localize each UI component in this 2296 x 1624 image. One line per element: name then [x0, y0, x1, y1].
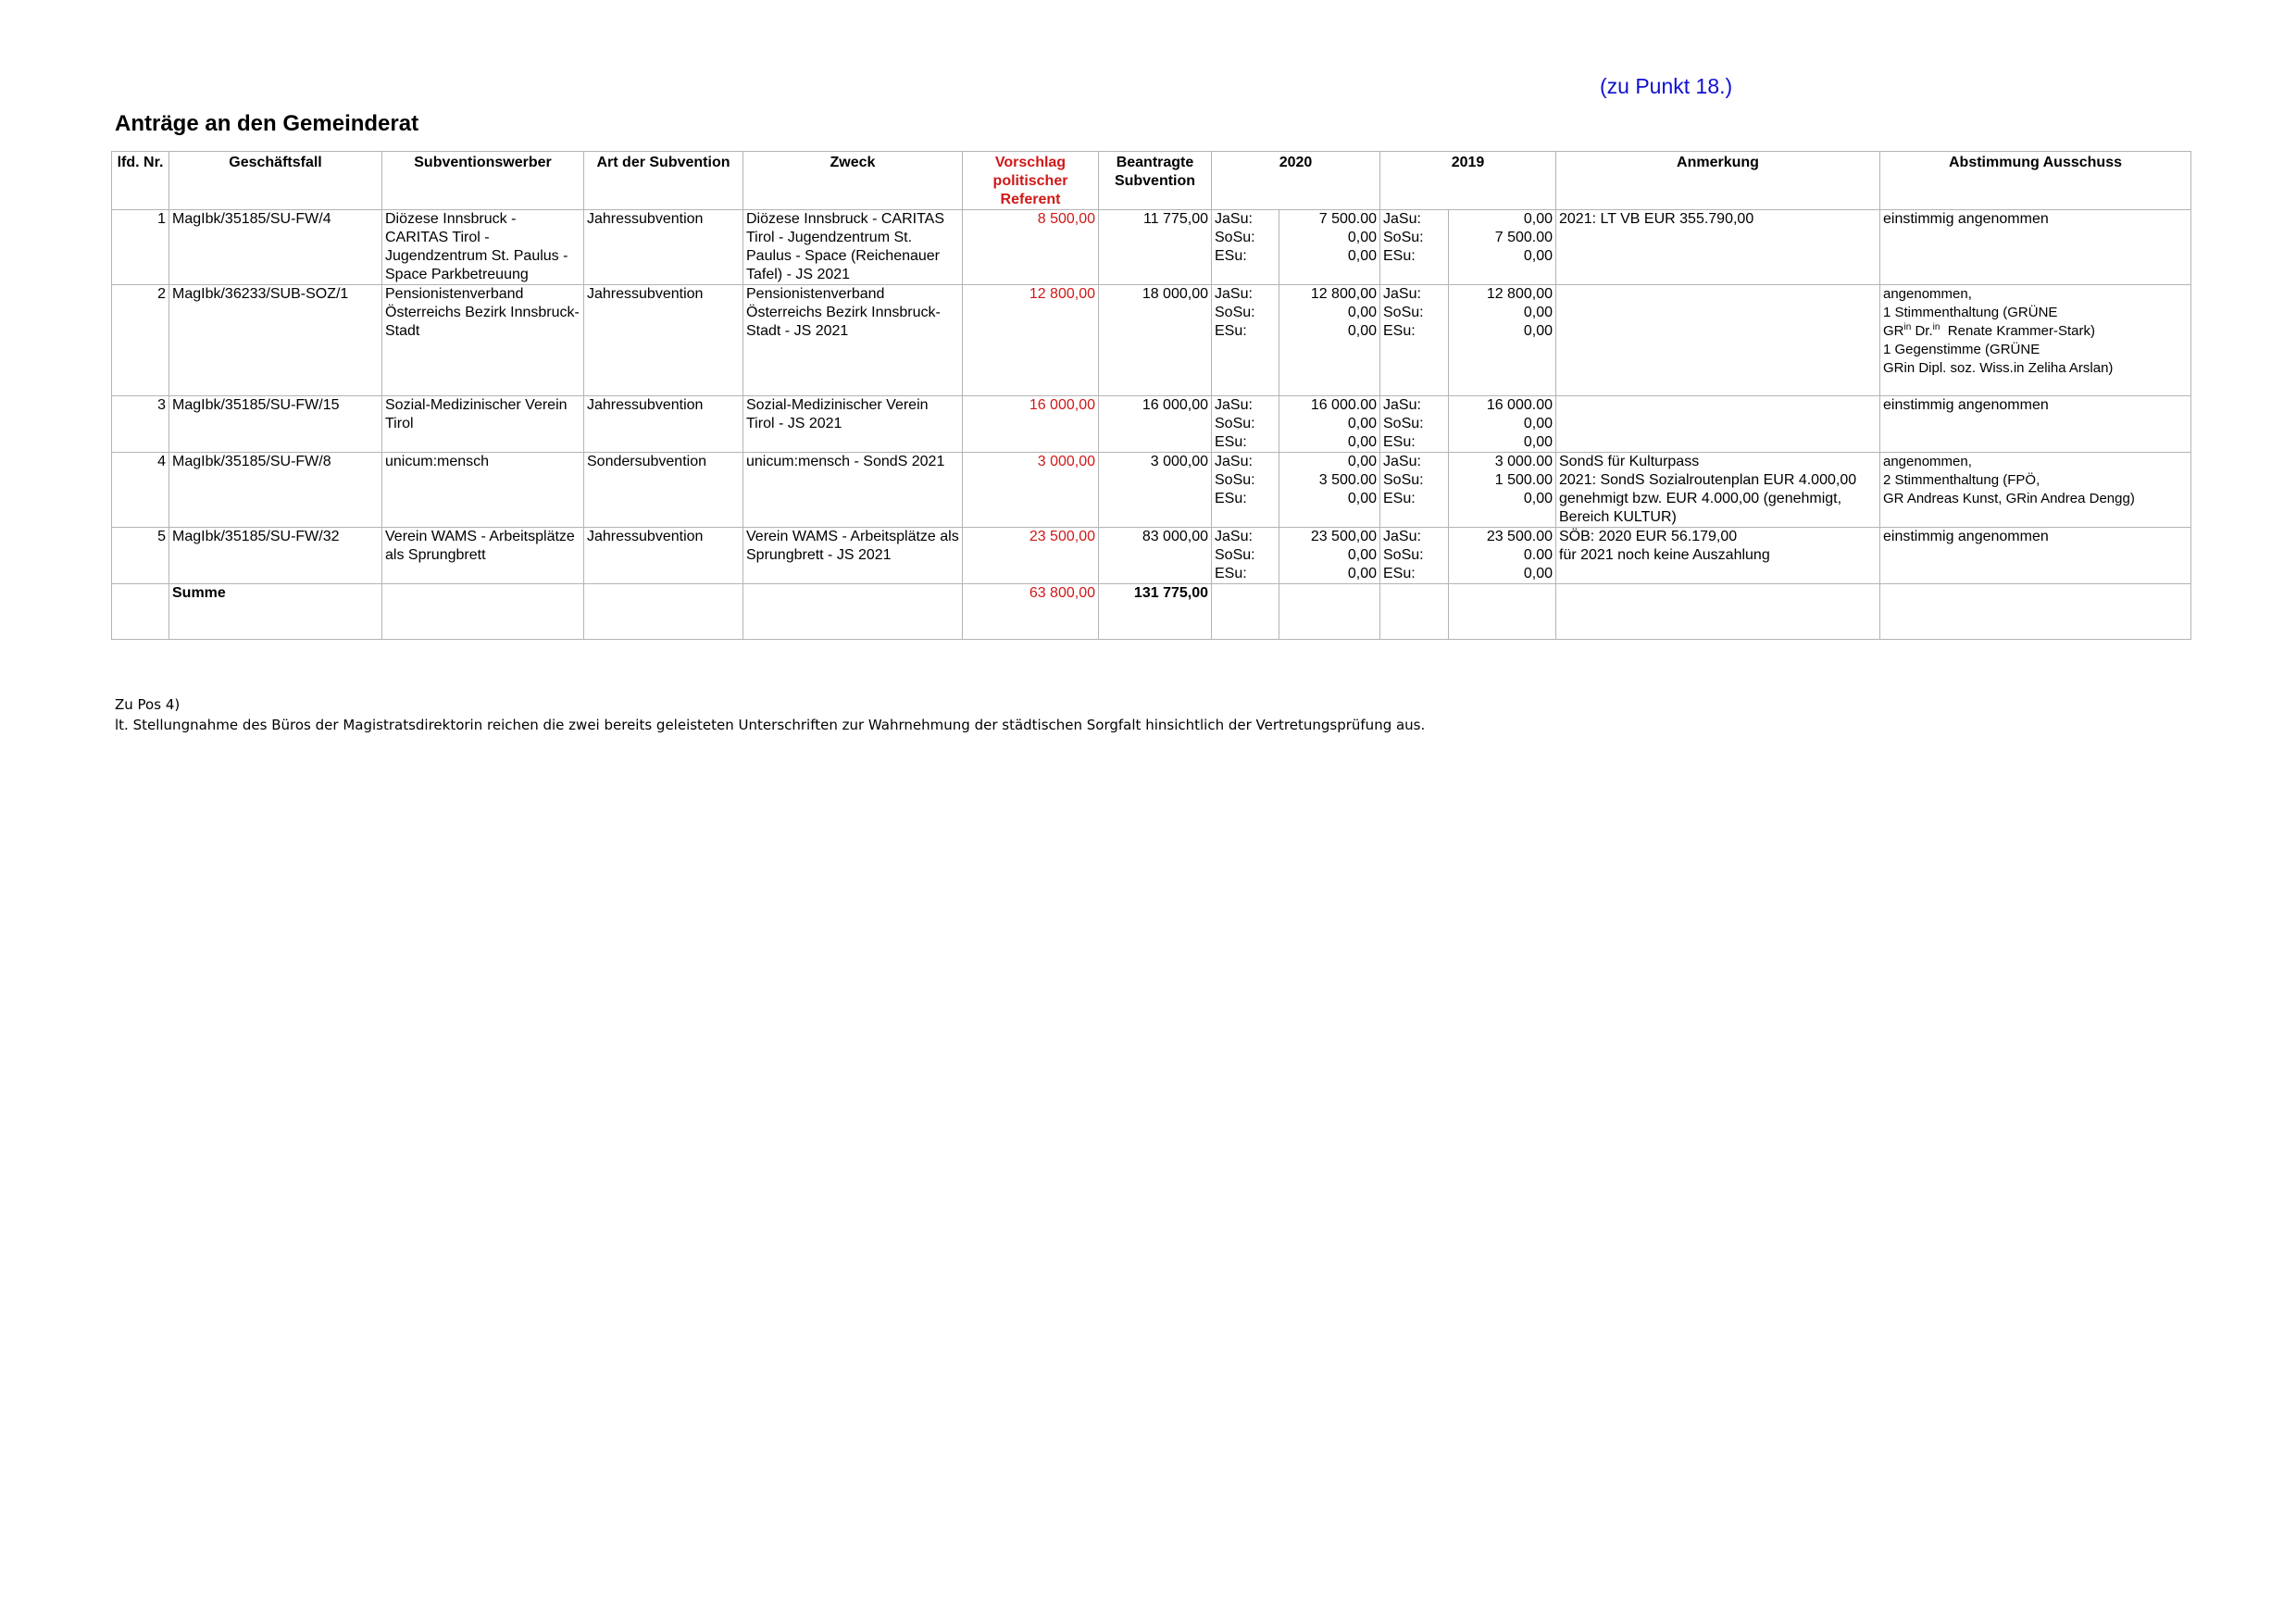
vote-line: GRin Dipl. soz. Wiss.in Zeliha Arslan) [1883, 360, 2114, 376]
committee-vote [1880, 285, 2191, 396]
sosu-label: SoSu: [1383, 305, 1424, 320]
sosu-2020: 0,00 [1347, 547, 1377, 563]
applicant: Verein WAMS - Arbeitsplätze als Sprungbrett [382, 528, 584, 584]
vote-line: 1 Gegenstimme (GRÜNE [1883, 342, 2040, 357]
vote-line: 2 Stimmenthaltung (FPÖ, [1883, 472, 2040, 488]
vote-line [1883, 322, 2188, 341]
applicant: unicum:mensch [382, 453, 584, 528]
sosu-label: SoSu: [1383, 230, 1424, 245]
requested-amount: 16 000,00 [1099, 396, 1212, 453]
purpose: unicum:mensch - SondS 2021 [743, 453, 963, 528]
sosu-label: SoSu: [1215, 416, 1255, 431]
page-title: Anträge an den Gemeinderat [115, 111, 419, 136]
proposal-amount: 16 000,00 [963, 396, 1099, 453]
sosu-label: SoSu: [1383, 416, 1424, 431]
subsidy-type: Jahressubvention [584, 396, 743, 453]
values-2019 [1449, 285, 1556, 396]
sum-requested: 131 775,00 [1099, 584, 1212, 640]
labels-2019 [1380, 453, 1449, 528]
jasu-2019: 16 000.00 [1486, 397, 1553, 413]
sosu-2020: 3 500.00 [1318, 472, 1377, 488]
sum-empty [743, 584, 963, 640]
jasu-label: JaSu: [1383, 397, 1421, 413]
values-2019 [1449, 396, 1556, 453]
jasu-2019: 12 800,00 [1486, 286, 1553, 302]
esu-2020: 0,00 [1347, 566, 1377, 581]
col-header-subventionswerber: Subventionswerber [382, 152, 584, 210]
esu-label: ESu: [1215, 434, 1247, 450]
esu-2020: 0,00 [1347, 434, 1377, 450]
sosu-2019: 7 500.00 [1494, 230, 1553, 245]
jasu-2019: 23 500.00 [1486, 529, 1553, 544]
values-2019 [1449, 453, 1556, 528]
esu-2020: 0,00 [1347, 323, 1377, 339]
row-number: 5 [112, 528, 169, 584]
jasu-2020: 0,00 [1347, 454, 1377, 469]
esu-label: ESu: [1383, 566, 1416, 581]
sosu-2020: 0,00 [1347, 416, 1377, 431]
jasu-2019: 0,00 [1523, 211, 1553, 227]
applicant: Sozial-Medizinischer Verein Tirol [382, 396, 584, 453]
requested-amount: 11 775,00 [1099, 210, 1212, 285]
proposal-amount: 8 500,00 [963, 210, 1099, 285]
col-header-vorschlag: Vorschlag politischer Referent [963, 152, 1099, 210]
labels-2020 [1212, 453, 1279, 528]
case-number: MagIbk/35185/SU-FW/15 [169, 396, 382, 453]
purpose: Diözese Innsbruck - CARITAS Tirol - Jugendzentrum St. Paulus - Space (Reichenauer Tafel) - JS 2021 [743, 210, 963, 285]
vote-line: einstimmig angenommen [1883, 529, 2049, 544]
jasu-label: JaSu: [1215, 211, 1253, 227]
col-header-2019: 2019 [1380, 152, 1556, 210]
esu-2019: 0,00 [1523, 248, 1553, 264]
applicant: Diözese Innsbruck - CARITAS Tirol - Jugendzentrum St. Paulus - Space Parkbetreuung [382, 210, 584, 285]
esu-label: ESu: [1383, 323, 1416, 339]
sum-empty [584, 584, 743, 640]
case-number: MagIbk/36233/SUB-SOZ/1 [169, 285, 382, 396]
labels-2019 [1380, 210, 1449, 285]
purpose: Sozial-Medizinischer Verein Tirol - JS 2021 [743, 396, 963, 453]
table-row [112, 528, 2191, 584]
jasu-label: JaSu: [1383, 286, 1421, 302]
case-number: MagIbk/35185/SU-FW/8 [169, 453, 382, 528]
subsidy-type: Jahressubvention [584, 285, 743, 396]
values-2019 [1449, 528, 1556, 584]
jasu-2020: 12 800,00 [1310, 286, 1377, 302]
requested-amount: 3 000,00 [1099, 453, 1212, 528]
subsidy-type: Jahressubvention [584, 528, 743, 584]
footnote-text: lt. Stellungnahme des Büros der Magistratsdirektorin reichen die zwei bereits geleisteten Unterschriften zur Wahrnehmung der städtischen Sorgfalt hinsichtlich der Vertretungsprüfung aus. [115, 717, 1426, 733]
title-dr-suffix: in [1932, 322, 1940, 332]
sum-empty [382, 584, 584, 640]
remark [1556, 528, 1880, 584]
esu-2019: 0,00 [1523, 491, 1553, 506]
values-2020 [1279, 396, 1380, 453]
sum-empty [1212, 584, 1279, 640]
esu-label: ESu: [1215, 491, 1247, 506]
sosu-2020: 0,00 [1347, 305, 1377, 320]
remark-line: genehmigt bzw. EUR 4.000,00 (genehmigt, [1559, 491, 1842, 506]
col-header-2020: 2020 [1212, 152, 1380, 210]
labels-2019 [1380, 528, 1449, 584]
row-number: 4 [112, 453, 169, 528]
table-row [112, 285, 2191, 396]
committee-vote [1880, 396, 2191, 453]
col-header-art: Art der Subvention [584, 152, 743, 210]
sosu-label: SoSu: [1383, 547, 1424, 563]
footnote-title: Zu Pos 4) [115, 696, 181, 713]
esu-2020: 0,00 [1347, 248, 1377, 264]
col-header-anmerkung: Anmerkung [1556, 152, 1880, 210]
labels-2019 [1380, 285, 1449, 396]
remark [1556, 210, 1880, 285]
requested-amount: 83 000,00 [1099, 528, 1212, 584]
remark-line: 2021: SondS Sozialroutenplan EUR 4.000,00 [1559, 472, 1857, 488]
committee-vote [1880, 210, 2191, 285]
subsidy-type: Jahressubvention [584, 210, 743, 285]
remark-line: SondS für Kulturpass [1559, 454, 1700, 469]
remark [1556, 285, 1880, 396]
applicant: Pensionistenverband Österreichs Bezirk Innsbruck-Stadt [382, 285, 584, 396]
sum-empty [1556, 584, 1880, 640]
vote-line: angenommen, [1883, 454, 1972, 469]
sum-empty [112, 584, 169, 640]
jasu-label: JaSu: [1383, 211, 1421, 227]
sum-label: Summe [169, 584, 382, 640]
values-2019 [1449, 210, 1556, 285]
labels-2020 [1212, 210, 1279, 285]
requested-amount: 18 000,00 [1099, 285, 1212, 396]
sosu-2019: 0.00 [1523, 547, 1553, 563]
esu-label: ESu: [1383, 491, 1416, 506]
vote-line: einstimmig angenommen [1883, 397, 2049, 413]
esu-label: ESu: [1383, 434, 1416, 450]
jasu-label: JaSu: [1383, 454, 1421, 469]
col-header-zweck: Zweck [743, 152, 963, 210]
table-row [112, 396, 2191, 453]
header-row [112, 152, 2191, 210]
jasu-2020: 7 500.00 [1318, 211, 1377, 227]
table-row [112, 453, 2191, 528]
jasu-2020: 23 500,00 [1310, 529, 1377, 544]
remark [1556, 396, 1880, 453]
jasu-label: JaSu: [1215, 529, 1253, 544]
committee-vote [1880, 528, 2191, 584]
remark [1556, 453, 1880, 528]
vote-line: 1 Stimmenthaltung (GRÜNE [1883, 305, 2058, 320]
remark-line: 2021: LT VB EUR 355.790,00 [1559, 211, 1754, 227]
values-2020 [1279, 453, 1380, 528]
jasu-2019: 3 000.00 [1494, 454, 1553, 469]
sosu-label: SoSu: [1215, 547, 1255, 563]
vote-line: einstimmig angenommen [1883, 211, 2049, 227]
row-number: 2 [112, 285, 169, 396]
values-2020 [1279, 528, 1380, 584]
labels-2019 [1380, 396, 1449, 453]
row-number: 3 [112, 396, 169, 453]
col-header-lfd-nr: lfd. Nr. [112, 152, 169, 210]
proposal-amount: 12 800,00 [963, 285, 1099, 396]
proposal-amount: 3 000,00 [963, 453, 1099, 528]
sum-empty [1380, 584, 1449, 640]
remark-line: Bereich KULTUR) [1559, 509, 1677, 525]
esu-2019: 0,00 [1523, 434, 1553, 450]
remark-line: für 2021 noch keine Auszahlung [1559, 547, 1770, 563]
sum-empty [1880, 584, 2191, 640]
sum-proposal: 63 800,00 [963, 584, 1099, 640]
sosu-label: SoSu: [1383, 472, 1424, 488]
values-2020 [1279, 285, 1380, 396]
remark-line: SÖB: 2020 EUR 56.179,00 [1559, 529, 1738, 544]
case-number: MagIbk/35185/SU-FW/4 [169, 210, 382, 285]
jasu-label: JaSu: [1215, 397, 1253, 413]
esu-label: ESu: [1215, 248, 1247, 264]
vote-line: angenommen, [1883, 286, 1972, 302]
sosu-2019: 1 500.00 [1494, 472, 1553, 488]
sum-empty [1449, 584, 1556, 640]
committee-vote [1880, 453, 2191, 528]
esu-label: ESu: [1215, 323, 1247, 339]
title-gr: GR [1883, 323, 1904, 339]
purpose: Pensionistenverband Österreichs Bezirk Innsbruck-Stadt - JS 2021 [743, 285, 963, 396]
proposal-amount: 23 500,00 [963, 528, 1099, 584]
title-gr-suffix: in [1903, 322, 1912, 332]
sosu-label: SoSu: [1215, 472, 1255, 488]
col-header-geschaeftsfall: Geschäftsfall [169, 152, 382, 210]
vote-name: Renate Krammer-Stark) [1947, 323, 2095, 339]
jasu-label: JaSu: [1383, 529, 1421, 544]
jasu-label: JaSu: [1215, 286, 1253, 302]
subsidy-table [111, 151, 2191, 640]
sosu-2019: 0,00 [1523, 416, 1553, 431]
sosu-label: SoSu: [1215, 305, 1255, 320]
jasu-label: JaSu: [1215, 454, 1253, 469]
row-number: 1 [112, 210, 169, 285]
page-reference: (zu Punkt 18.) [1600, 74, 1733, 98]
esu-label: ESu: [1383, 248, 1416, 264]
sosu-label: SoSu: [1215, 230, 1255, 245]
purpose: Verein WAMS - Arbeitsplätze als Sprungbrett - JS 2021 [743, 528, 963, 584]
col-header-beantragte: Beantragte Subvention [1099, 152, 1212, 210]
labels-2020 [1212, 285, 1279, 396]
sosu-2019: 0,00 [1523, 305, 1553, 320]
case-number: MagIbk/35185/SU-FW/32 [169, 528, 382, 584]
values-2020 [1279, 210, 1380, 285]
table-row [112, 210, 2191, 285]
jasu-2020: 16 000.00 [1310, 397, 1377, 413]
labels-2020 [1212, 528, 1279, 584]
labels-2020 [1212, 396, 1279, 453]
sum-empty [1279, 584, 1380, 640]
esu-2019: 0,00 [1523, 566, 1553, 581]
col-header-abstimmung: Abstimmung Ausschuss [1880, 152, 2191, 210]
esu-2020: 0,00 [1347, 491, 1377, 506]
sum-row [112, 584, 2191, 640]
esu-label: ESu: [1215, 566, 1247, 581]
vote-line: GR Andreas Kunst, GRin Andrea Dengg) [1883, 491, 2135, 506]
subsidy-type: Sondersubvention [584, 453, 743, 528]
sosu-2020: 0,00 [1347, 230, 1377, 245]
title-dr: Dr. [1915, 323, 1933, 339]
esu-2019: 0,00 [1523, 323, 1553, 339]
